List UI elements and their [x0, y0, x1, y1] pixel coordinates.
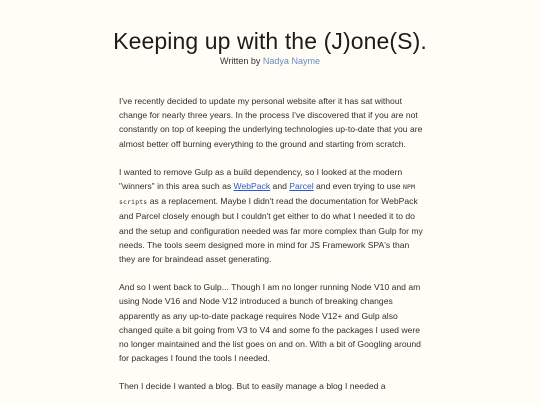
paragraph-2-text-d: as a replacement. Maybe I didn't read the documentation for WebPack and Parcel closely enough but I couldn't get either to do what I needed it to do and the setup and configuration needed was far more complex than Gulp for my needs. The tools seem designed more in mind for JS Framework SPA's than they are for braindead asset generating. [119, 196, 423, 265]
paragraph-3: And so I went back to Gulp... Though I am no longer running Node V10 and am using Node V16 and Node V12 introduced a bunch of breaking changes apparently as any up-to-date package requires Node V12+ and Gulp also changed quite a bit going from V3 to V4 and some fo the packages I used were no longer maintained and the list goes on and on. With a bit of Googling around for packages I found the tools I needed. [119, 282, 421, 364]
paragraph-2 [119, 165, 423, 266]
byline-prefix: Written by [220, 56, 261, 66]
paragraph-4: Then I decide I wanted a blog. But to easily manage a blog I needed a [119, 381, 386, 392]
parcel-link[interactable]: Parcel [289, 181, 314, 192]
author-link[interactable]: Nadya Nayme [262, 56, 320, 66]
post-title: Keeping up with the (J)one(S). [113, 28, 427, 54]
npm-scripts-code: NPM scripts [119, 183, 416, 207]
paragraph-2-text-b: and [270, 181, 290, 192]
paragraph-2-text-a: I wanted to remove Gulp as a build dependency, so I looked at the modern "winners" in this area such as [119, 166, 403, 192]
paragraph-2-text-c: and even trying to use [313, 181, 403, 192]
paragraph-1: I've recently decided to update my personal website after it has sat without change for nearly three years. In the process I've discovered that if you are not constantly on top of keeping the underlying technologies up-to-date that you are almost better off burning everything to the ground and starting from scratch. [119, 96, 423, 149]
byline [0, 55, 540, 67]
webpack-link[interactable]: WebPack [233, 181, 271, 192]
post-body [119, 94, 423, 405]
